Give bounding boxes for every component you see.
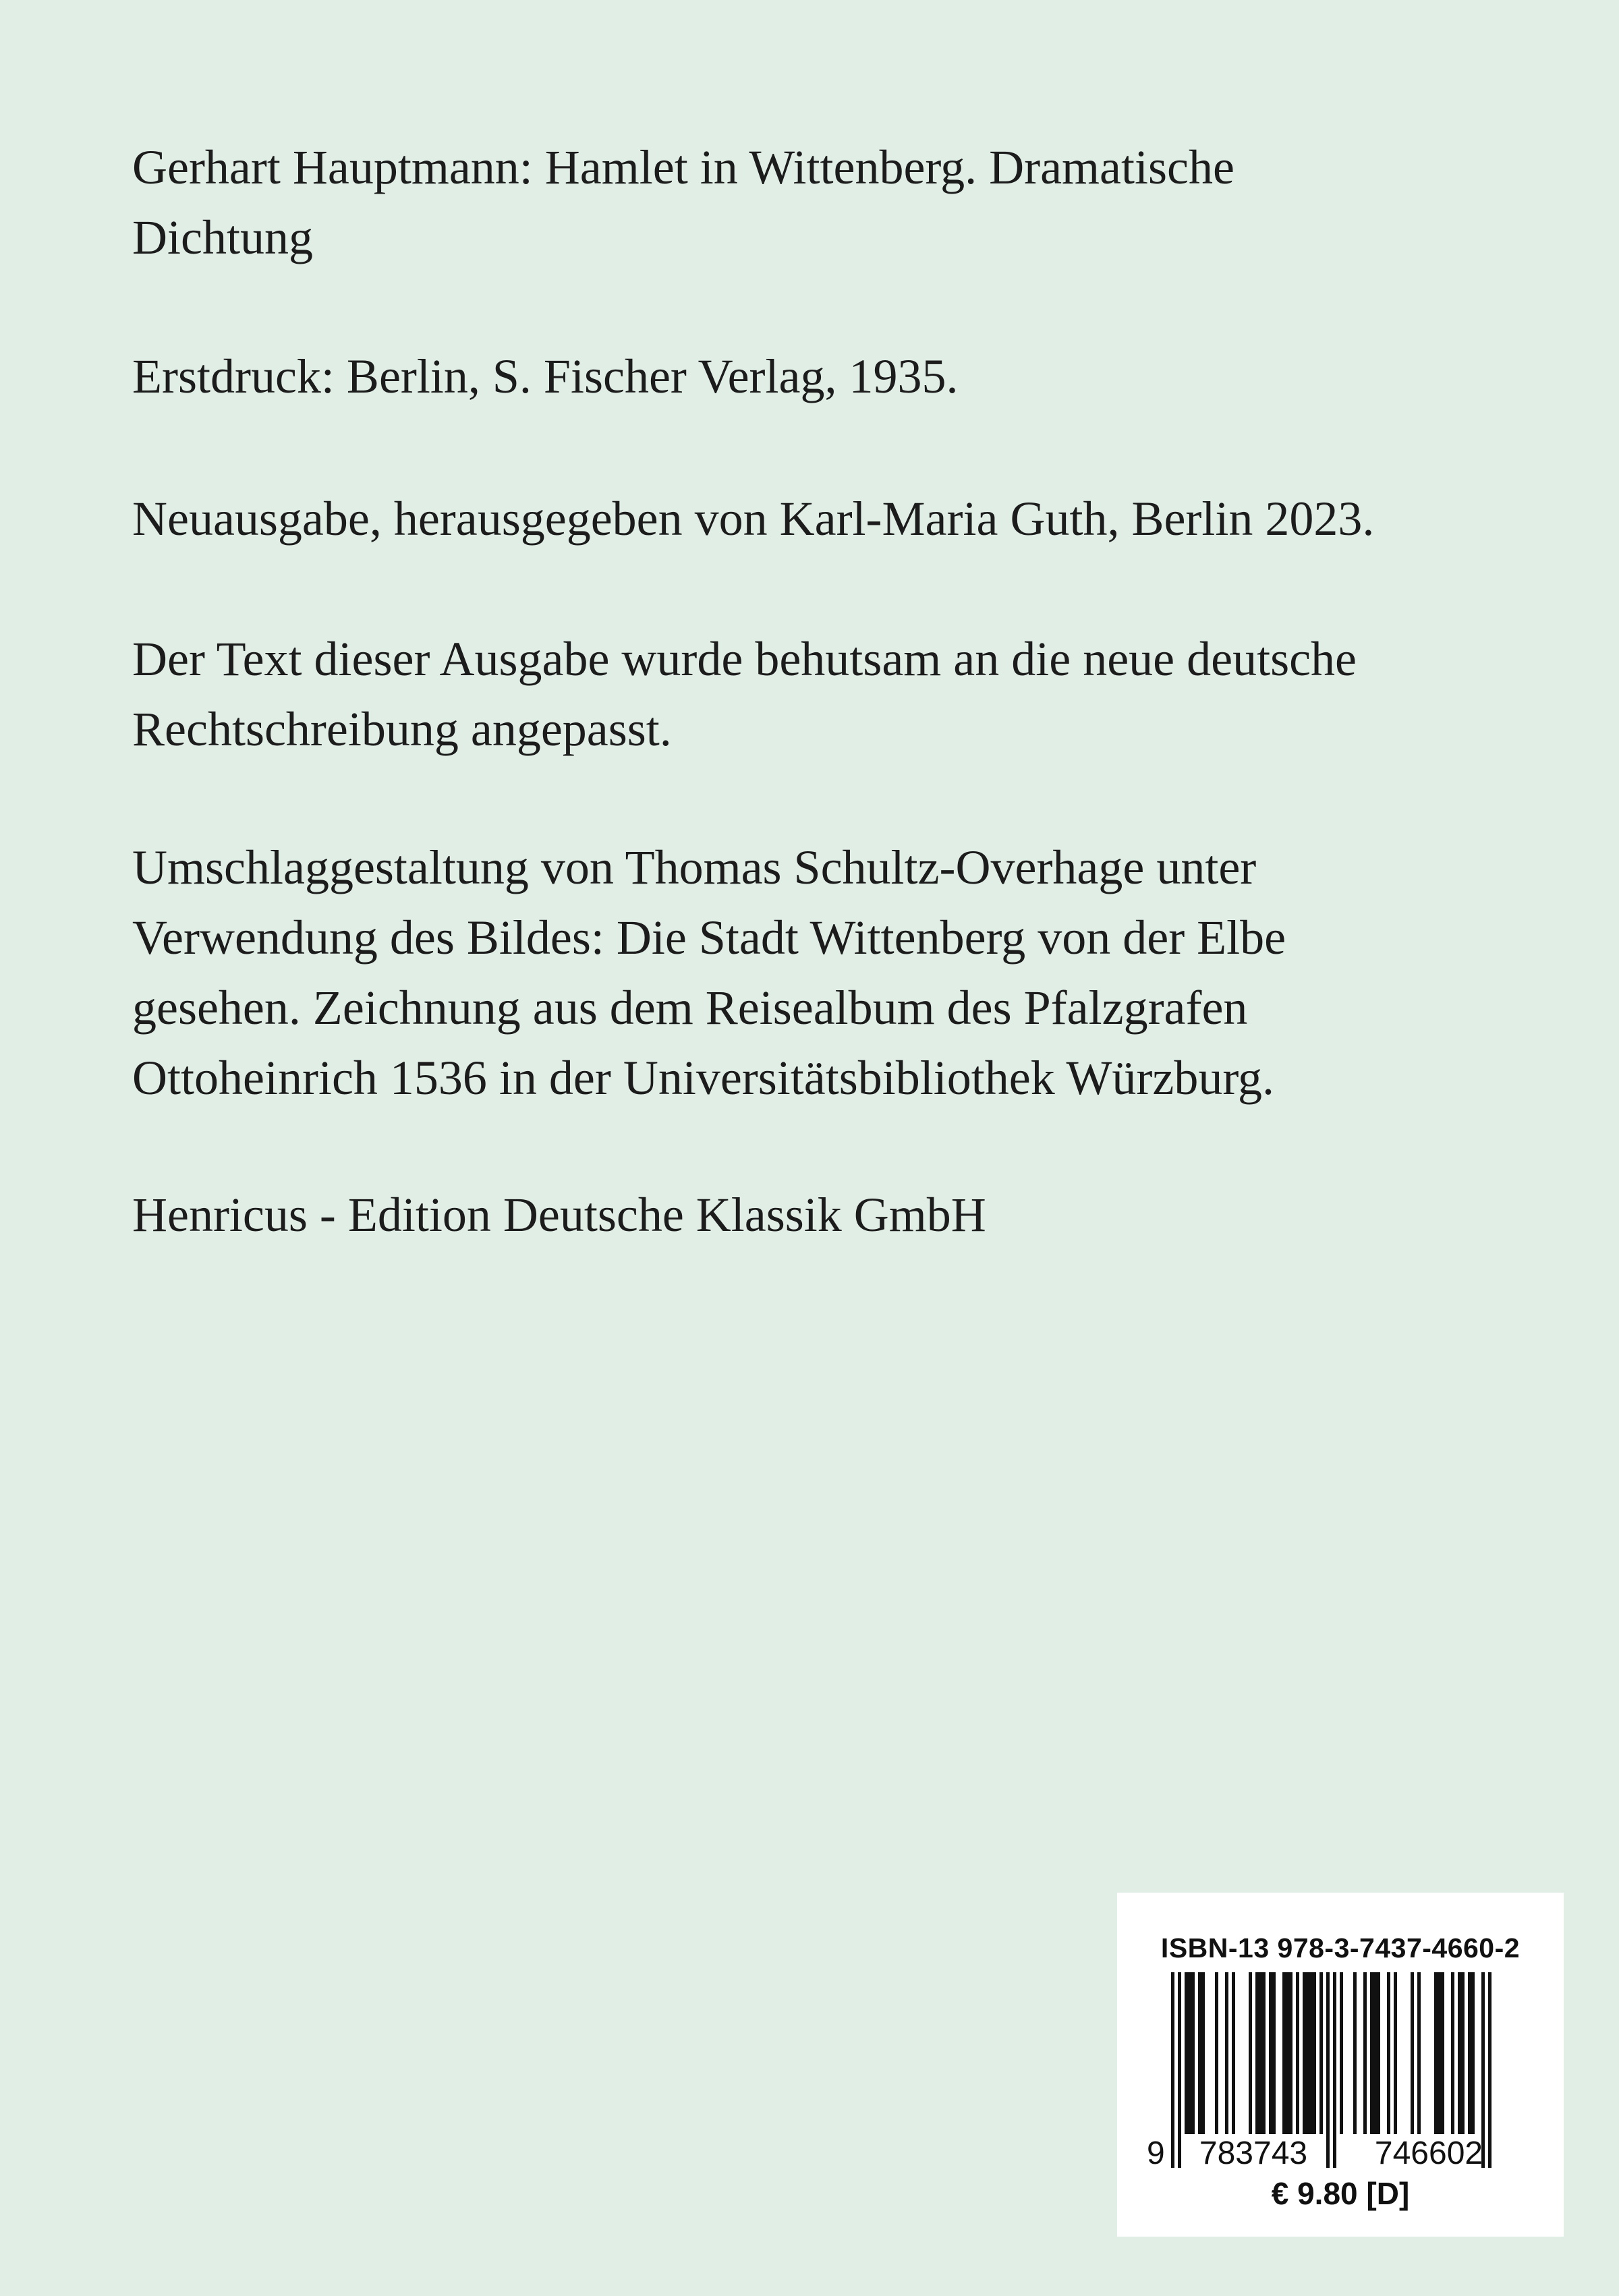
barcode-bar [1225, 1972, 1228, 2134]
isbn-label: ISBN-13 978-3-7437-4660-2 [1160, 1932, 1521, 1963]
barcode-digits-left: 783743 [1199, 2135, 1308, 2171]
barcode-bar [1232, 1972, 1235, 2134]
barcode-bar [1468, 1972, 1471, 2134]
barcode-bar [1411, 1972, 1414, 2134]
book-title-line-2: Dichtung [132, 210, 313, 264]
isbn-barcode-box [1117, 1893, 1564, 2237]
barcode-bar [1451, 1972, 1454, 2134]
barcode-bar [1191, 1972, 1195, 2134]
barcode-bar [1313, 1972, 1316, 2134]
barcode-bar [1458, 1972, 1461, 2134]
first-print-paragraph [132, 341, 1495, 411]
price-label: € 9.80 [D] [1271, 2176, 1410, 2211]
barcode-bar [1488, 1972, 1492, 2168]
barcode-bar [1438, 1972, 1441, 2134]
barcode-bar [1417, 1972, 1421, 2134]
barcode-bar [1303, 1972, 1306, 2134]
barcode-bar [1215, 1972, 1218, 2134]
barcode-bar [1286, 1972, 1289, 2134]
barcode-bar [1259, 1972, 1262, 2134]
barcode-bar [1185, 1972, 1188, 2134]
barcode-bar [1340, 1972, 1343, 2134]
book-title-line-1: Gerhart Hauptmann: Hamlet in Wittenberg. Dramatische [132, 140, 1234, 194]
barcode-bar [1272, 1972, 1276, 2134]
cover-credit-line-4: Ottoheinrich 1536 in der Universitätsbibliothek Würzburg. [132, 1051, 1275, 1105]
barcode-bar [1171, 1972, 1174, 2168]
barcode-digit-first: 9 [1147, 2135, 1165, 2171]
barcode-bar [1394, 1972, 1397, 2134]
new-edition-paragraph [132, 484, 1495, 554]
publisher-paragraph [132, 1180, 1495, 1250]
barcode-bar [1434, 1972, 1438, 2134]
barcode-bar [1387, 1972, 1390, 2134]
first-print-line: Erstdruck: Berlin, S. Fischer Verlag, 1935. [132, 349, 959, 403]
cover-credit-line-3: gesehen. Zeichnung aus dem Reisealbum des Pfalzgrafen [132, 981, 1248, 1035]
barcode-bar [1309, 1972, 1313, 2134]
publisher-line: Henricus - Edition Deutsche Klassik GmbH [132, 1188, 986, 1242]
barcode-bar [1262, 1972, 1266, 2134]
barcode-bar [1333, 1972, 1336, 2168]
barcode-bar [1255, 1972, 1259, 2134]
barcode-bar [1188, 1972, 1191, 2134]
barcode-bar [1296, 1972, 1299, 2134]
cover-credit-paragraph [132, 832, 1495, 1113]
orthography-line-2: Rechtschreibung angepasst. [132, 702, 672, 756]
barcode-bar [1377, 1972, 1380, 2134]
cover-credit-line-2: Verwendung des Bildes: Die Stadt Wittenberg von der Elbe [132, 911, 1286, 965]
orthography-note-paragraph [132, 624, 1495, 764]
barcode-bar [1198, 1972, 1201, 2134]
book-title-paragraph [132, 132, 1495, 272]
barcode-bar [1201, 1972, 1205, 2134]
barcode-bar [1373, 1972, 1377, 2134]
barcode-bar [1306, 1972, 1309, 2134]
barcode-bar [1269, 1972, 1272, 2134]
barcode-bar [1441, 1972, 1444, 2134]
barcode-bar [1461, 1972, 1465, 2134]
barcode-bar [1282, 1972, 1286, 2134]
orthography-line-1: Der Text dieser Ausgabe wurde behutsam an die neue deutsche [132, 632, 1357, 686]
barcode-bar [1471, 1972, 1475, 2134]
barcode-bar [1289, 1972, 1293, 2134]
barcode-bar [1326, 1972, 1330, 2168]
new-edition-line: Neuausgabe, herausgegeben von Karl-Maria Guth, Berlin 2023. [132, 492, 1375, 546]
barcode-digits-right: 746602 [1374, 2135, 1483, 2171]
barcode-bar [1353, 1972, 1357, 2134]
cover-credit-line-1: Umschlaggestaltung von Thomas Schultz-Overhage unter [132, 840, 1257, 894]
barcode-bar [1370, 1972, 1373, 2134]
ean-barcode [1144, 1972, 1537, 2171]
barcode-bar [1363, 1972, 1367, 2134]
barcode-bar [1249, 1972, 1252, 2134]
barcode-bar [1178, 1972, 1181, 2168]
barcode-bar [1319, 1972, 1323, 2134]
